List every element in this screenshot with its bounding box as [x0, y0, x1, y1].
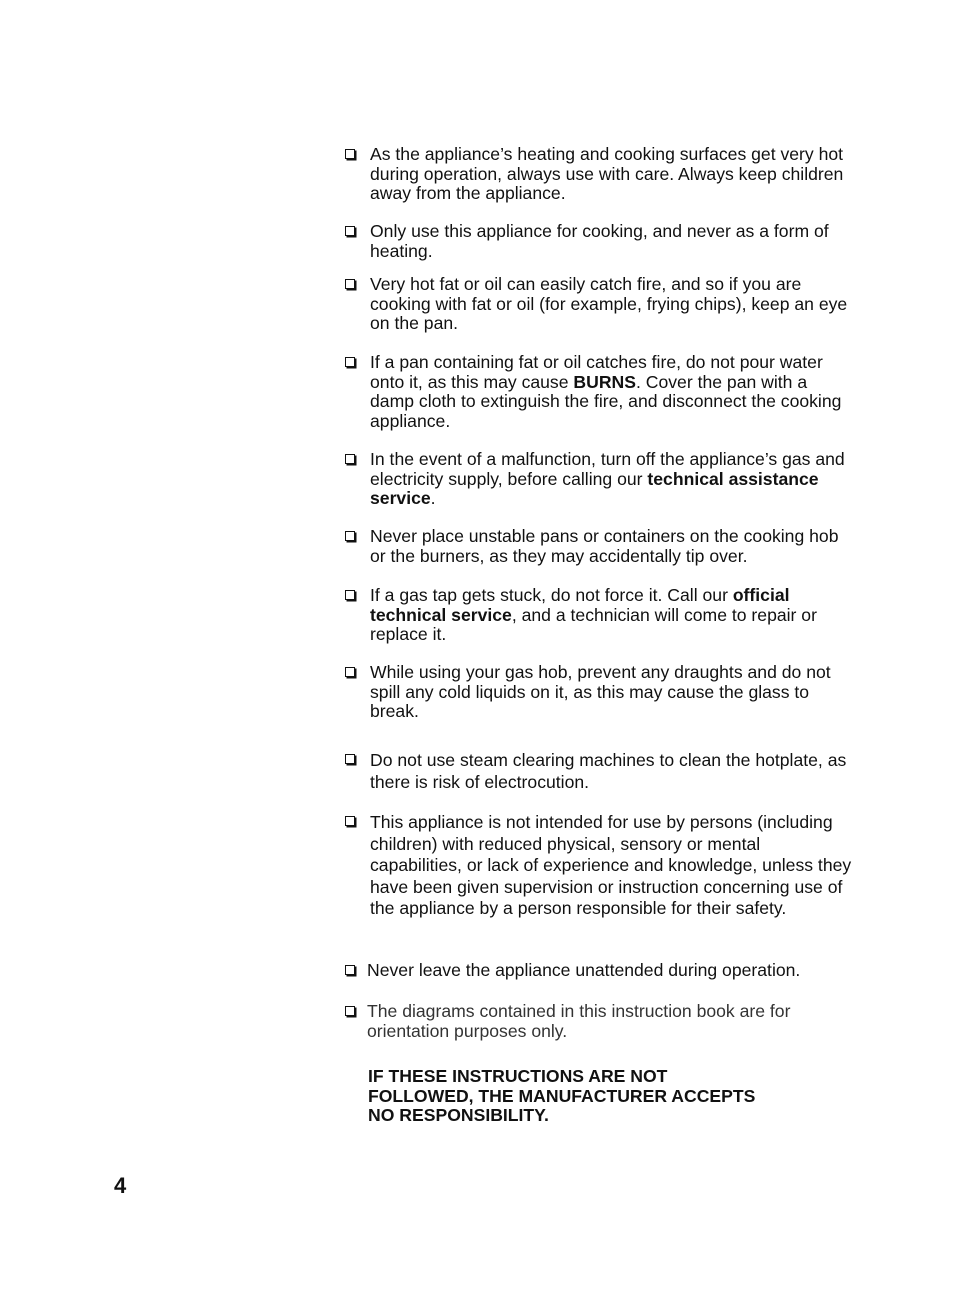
list-item-text: If a gas tap gets stuck, do not force it. Call our official technical service, and a technician will come to repair or replace it. — [370, 585, 817, 644]
page-number: 4 — [114, 1173, 127, 1198]
list-item — [342, 145, 852, 204]
list-item-text: The diagrams contained in this instruction book are for orientation purposes only. — [367, 1001, 791, 1041]
list-item — [342, 961, 852, 981]
checkbox-bullet-icon — [345, 531, 355, 541]
list-item — [342, 353, 852, 431]
checkbox-bullet-icon — [345, 454, 355, 464]
checkbox-bullet-icon — [345, 590, 355, 600]
checkbox-bullet-icon — [345, 279, 355, 289]
checkbox-bullet-icon — [345, 1006, 355, 1016]
list-item-text: Only use this appliance for cooking, and never as a form of heating. — [370, 221, 829, 261]
list-item — [342, 663, 852, 722]
list-item-text: As the appliance’s heating and cooking surfaces get very hot during operation, always use with care. Always keep children away from the appliance. — [370, 144, 844, 203]
list-item — [342, 527, 852, 566]
list-item — [342, 275, 852, 334]
list-item — [342, 1002, 852, 1041]
checkbox-bullet-icon — [345, 149, 355, 159]
checkbox-bullet-icon — [345, 357, 355, 367]
list-item — [342, 222, 852, 261]
list-item-text: Do not use steam clearing machines to clean the hotplate, as there is risk of electrocution. — [370, 750, 847, 792]
checkbox-bullet-icon — [345, 754, 355, 764]
checkbox-bullet-icon — [345, 965, 355, 975]
list-item — [342, 812, 852, 920]
list-item-text: In the event of a malfunction, turn off the appliance’s gas and electricity supply, before calling our technical assistance service. — [370, 449, 845, 508]
list-item-text: This appliance is not intended for use by persons (including children) with reduced physical, sensory or mental capabilities, or lack of experience and knowledge, unless they have been given supervision or instruction concerning use of the appliance by a person responsible for their safety. — [370, 812, 852, 918]
list-item-text: While using your gas hob, prevent any draughts and do not spill any cold liquids on it, as this may cause the glass to break. — [370, 662, 831, 721]
disclaimer-warning: IF THESE INSTRUCTIONS ARE NOT FOLLOWED, THE MANUFACTURER ACCEPTS NO RESPONSIBILITY. — [368, 1066, 756, 1125]
list-item-text: Never place unstable pans or containers on the cooking hob or the burners, as they may accidentally tip over. — [370, 526, 839, 566]
checkbox-bullet-icon — [345, 226, 355, 236]
list-item — [342, 750, 852, 793]
checkbox-bullet-icon — [345, 816, 355, 826]
checkbox-bullet-icon — [345, 667, 355, 677]
list-item — [342, 450, 852, 509]
list-item-text: Very hot fat or oil can easily catch fire, and so if you are cooking with fat or oil (for example, frying chips), keep an eye on the pan. — [370, 274, 848, 333]
list-item-text: Never leave the appliance unattended during operation. — [367, 960, 801, 980]
list-item-text: If a pan containing fat or oil catches fire, do not pour water onto it, as this may cause BURNS. Cover the pan with a damp cloth to extinguish the fire, and disconnect the cooking appliance. — [370, 352, 842, 431]
list-item — [342, 586, 852, 645]
